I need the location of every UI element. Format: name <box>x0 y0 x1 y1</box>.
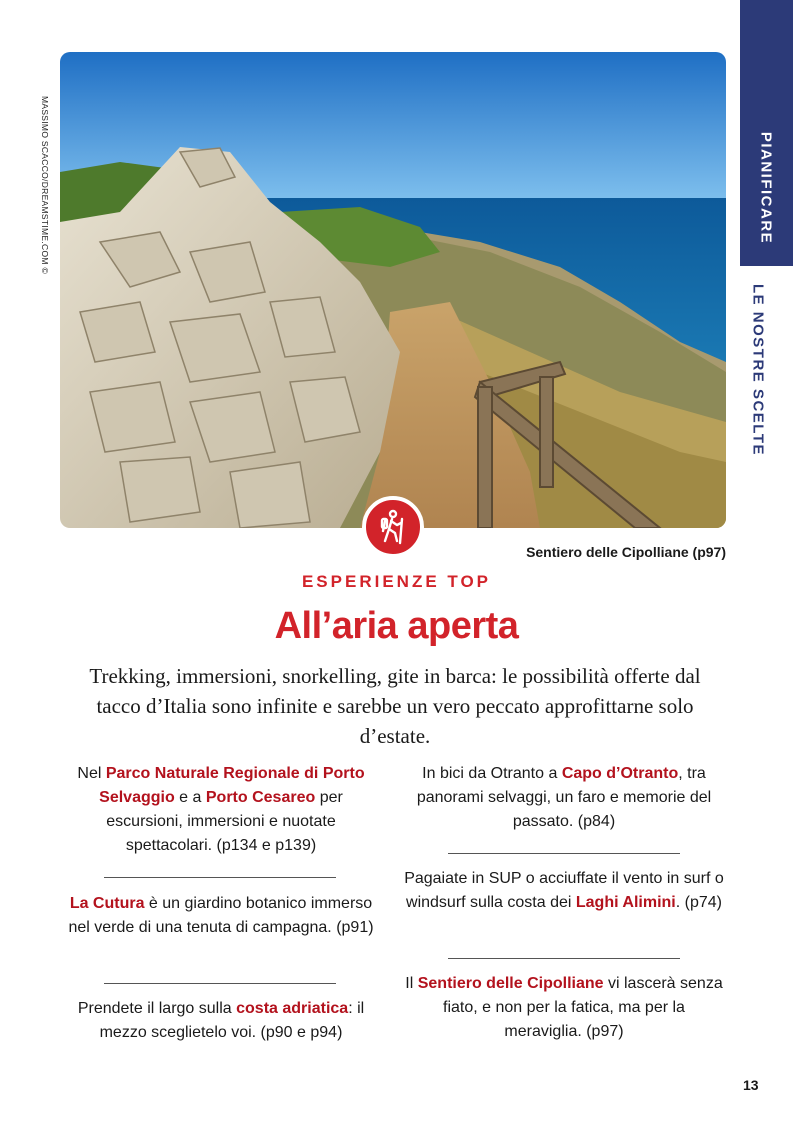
hiker-icon <box>373 507 413 547</box>
highlight-link: Capo d’Otranto <box>561 765 679 782</box>
section-label: PIANIFICARE <box>757 131 775 245</box>
list-item: Pagaiate in SUP o acciuffate il vento in surf o windsurf sulla costa dei Laghi Alimini. (p74) <box>404 870 724 911</box>
list-item: Nel Parco Naturale Regionale di Porto Selvaggio e a Porto Cesareo per escursioni, immersioni e nuotate spettacolari. (p134 e p139) <box>77 765 365 854</box>
list-item: La Cutura è un giardino botanico immerso nel verde di una tenuta di campagna. (p91) <box>68 895 374 936</box>
section-kicker: ESPERIENZE TOP <box>301 572 492 591</box>
list-item: Prendete il largo sulla costa adriatica: il mezzo sceglietelo voi. (p90 e p94) <box>77 1000 365 1041</box>
activity-badge <box>362 496 424 558</box>
page-number: 13 <box>743 1077 759 1093</box>
photo-caption: Sentiero delle Cipolliane (p97) <box>526 544 726 560</box>
intro-paragraph: Trekking, immersioni, snorkelling, gite in barca: le possibilità offerte dal tacco d’Italia sono infinite e sarebbe un vero peccato approfittarne solo d’estate. <box>89 664 701 748</box>
list-item: In bici da Otranto a Capo d’Otranto, tra panorami selvaggi, un faro e memorie del passato. (p84) <box>416 765 712 830</box>
highlight-link: costa adriatica <box>236 1000 349 1017</box>
hero-photo <box>60 52 726 528</box>
divider <box>448 958 680 959</box>
highlight-link: Laghi Alimini <box>575 894 676 911</box>
subsection-label: LE NOSTRE SCELTE <box>749 283 767 457</box>
divider <box>104 877 336 878</box>
photo-credit: MASSIMO SCACCO/DREAMSTIME.COM © <box>40 95 50 275</box>
highlight-link: Parco Naturale Regionale di Porto Selvaggio <box>99 765 365 806</box>
page-title: All’aria aperta <box>274 605 519 647</box>
highlight-link: Sentiero delle Cipolliane <box>417 975 604 992</box>
highlight-link: La Cutura <box>69 895 145 912</box>
divider <box>104 983 336 984</box>
highlight-link: Porto Cesareo <box>205 789 316 806</box>
list-item: Il Sentiero delle Cipolliane vi lascerà senza fiato, e non per la fatica, ma per la meraviglia. (p97) <box>405 975 723 1040</box>
divider <box>448 853 680 854</box>
